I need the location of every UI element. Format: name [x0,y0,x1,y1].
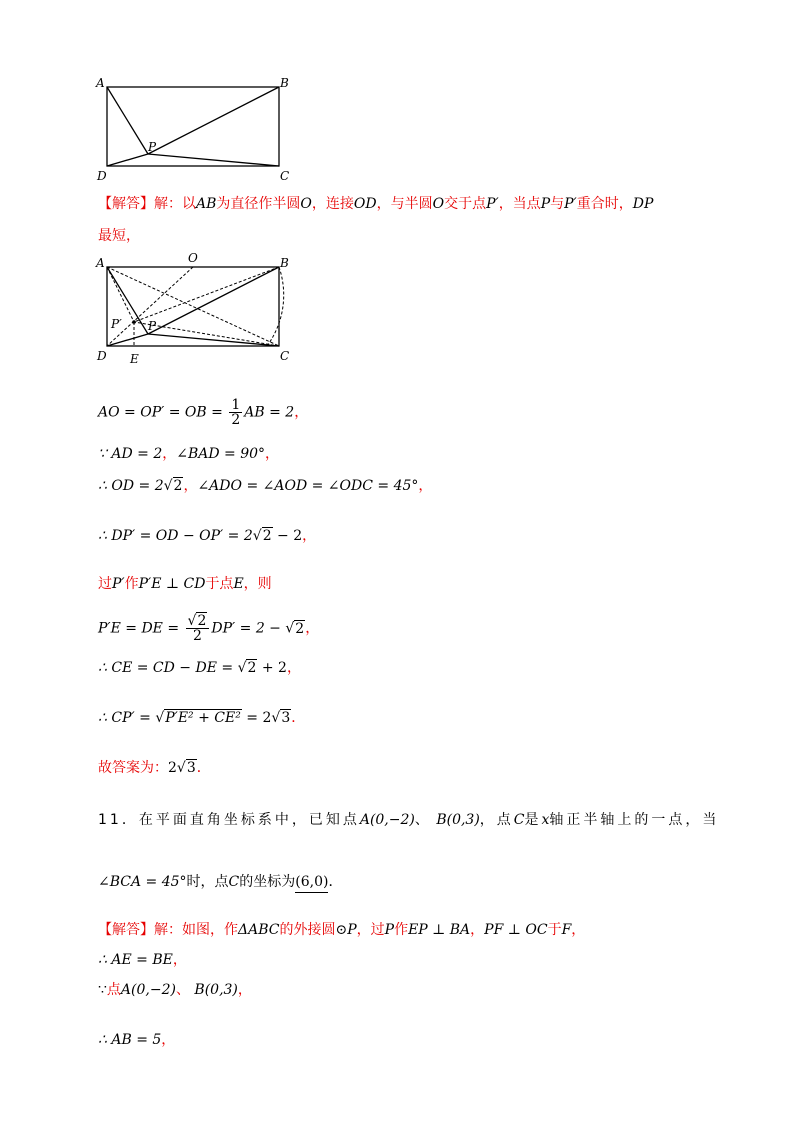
label-p-prime: P′ [111,317,122,331]
label-d: D [97,349,107,363]
solution2-line2: ∴ AE = BE， [98,952,187,968]
fraction-one-half: $\frac{1}{2}$ [231,397,241,428]
equation-cp-prime: ∴ CP′ = √P′E² + CE² = 2√3． [98,710,306,726]
solution1-line1: 【解答】解：以AB为直径作半圆O，连接OD，与半圆O交于点P′，当点P与P′重合时，DP [98,196,654,212]
label-b: B [280,76,289,90]
figure-semicircle-construction [94,250,304,368]
question-number: 11． [98,812,139,828]
fraction-numerator-radicand: 2 [197,613,207,629]
solution-tag: 【解答】 [98,922,154,938]
answer-blank: (6,0) [295,872,328,893]
label-o: O [188,251,198,265]
label-p: P [148,319,157,333]
equation-ad-angle-bad: ∵ AD = 2，∠BAD = 90°， [98,446,280,462]
label-p: P [148,140,157,154]
fraction-root2-over-2: $\frac{√2}{2}$ [186,614,210,643]
equation-ao-op-ob: AO = OP′ = OB = $\frac{1}{2}$ AB = 2， [98,397,309,428]
rectangle-outline [107,87,279,166]
question-11-line2: ∠BCA = 45°时，点C的坐标为(6,0)． [98,872,342,893]
solution1-line2: 最短， [98,228,140,244]
question-11-line1: 11．在平面直角坐标系中，已知点A(0,−2)、 B(0,3)，点C是x轴正半轴上的一点，当 [98,812,720,828]
segment-cp [148,154,279,166]
segment-ap [107,87,148,154]
segment-bp-prime [134,267,279,322]
label-c: C [280,349,290,363]
label-a: A [96,76,105,90]
equation-dp-prime: ∴ DP′ = OD − OP′ = 2√2 − 2， [98,528,317,544]
segment-dp [107,334,148,346]
segment-ac [107,267,279,346]
segment-dp [107,154,148,166]
solution2-line1: 【解答】解：如图，作ΔABC的外接圆⊙P，过P作EP ⊥ BA，PF ⊥ OC于F， [98,922,586,938]
segment-bp [148,87,279,154]
construction-line-pe-perp-cd: 过P′作P′E ⊥ CD于点E，则 [98,576,272,592]
label-e: E [130,352,139,366]
segment-cp [148,334,279,346]
equation-pe-de: P′E = DE = $\frac{√2}{2}$ DP′ = 2 − √2， [98,613,320,644]
segment-bp [148,267,279,334]
label-c: C [280,169,290,183]
equation-od-angles: ∴ OD = 2√2，∠ADO = ∠AOD = ∠ODC = 45°， [98,478,433,494]
semicircle-arc [267,267,284,346]
solution2-line4: ∴ AB = 5， [98,1032,176,1048]
label-d: D [97,169,107,183]
equation-ce: ∴ CE = CD − DE = √2 + 2， [98,660,301,676]
solution2-line3: ∵点A(0,−2)、 B(0,3)， [98,982,252,998]
label-b: B [280,256,289,270]
label-a: A [96,256,105,270]
answer-line: 故答案为：2√3． [98,760,211,776]
segment-ap-prime [107,267,134,322]
point-p-prime [132,320,136,324]
answer-label: 故答案为： [98,760,168,776]
solution-tag: 【解答】 [98,196,154,212]
figure-rectangle-abcd [94,74,294,184]
